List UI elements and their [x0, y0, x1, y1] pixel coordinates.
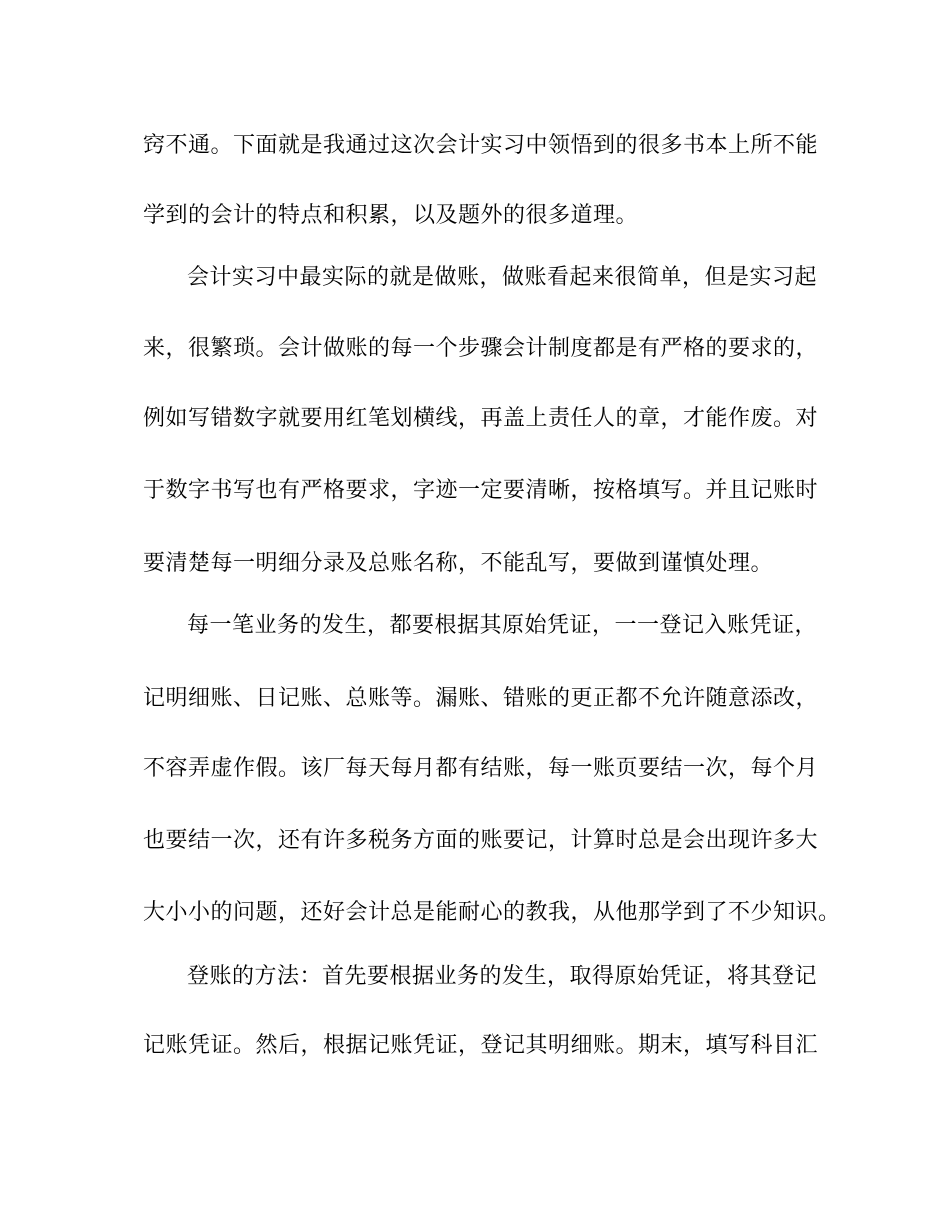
- text-line: 学到的会计的特点和积累，以及题外的很多道理。: [143, 203, 639, 228]
- text-line: 不容弄虚作假。该厂每天每月都有结账，每一账页要结一次，每个月: [143, 756, 819, 781]
- paragraph-start-line: 会计实习中最实际的就是做账，做账看起来很简单，但是实习起: [187, 265, 818, 290]
- text-line: 也要结一次，还有许多税务方面的账要记，计算时总是会出现许多大: [143, 828, 819, 853]
- text-line: 记明细账、日记账、总账等。漏账、错账的更正都不允许随意添改，: [143, 686, 819, 711]
- text-line: 例如写错数字就要用红笔划横线，再盖上责任人的章，才能作废。对: [143, 406, 819, 431]
- text-line: 来，很繁琐。会计做账的每一个步骤会计制度都是有严格的要求的，: [143, 336, 819, 361]
- text-line: 要清楚每一明细分录及总账名称，不能乱写，要做到谨慎处理。: [143, 551, 774, 576]
- text-line: 记账凭证。然后，根据记账凭证，登记其明细账。期末，填写科目汇: [143, 1033, 819, 1058]
- text-line: 大小小的问题，还好会计总是能耐心的教我，从他那学到了不少知识。: [143, 900, 841, 925]
- text-line: 窍不通。下面就是我通过这次会计实习中领悟到的很多书本上所不能: [143, 133, 819, 158]
- text-line: 于数字书写也有严格要求，字迹一定要清晰，按格填写。并且记账时: [143, 478, 819, 503]
- paragraph-start-line: 登账的方法：首先要根据业务的发生，取得原始凭证，将其登记: [187, 964, 818, 989]
- paragraph-start-line: 每一笔业务的发生，都要根据其原始凭证，一一登记入账凭证，: [187, 613, 818, 638]
